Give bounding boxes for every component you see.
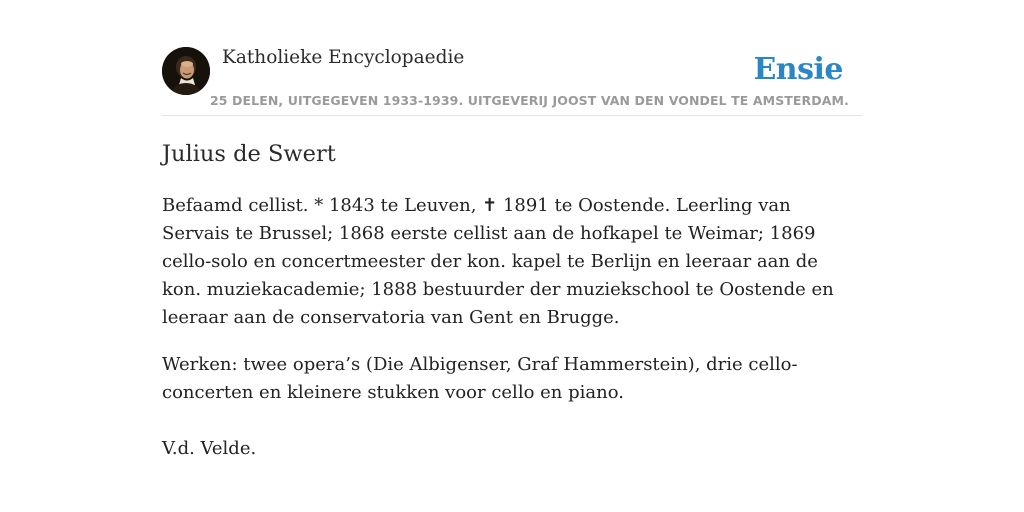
article-title: Julius de Swert	[162, 141, 336, 167]
article-paragraph: Werken: twee opera’s (Die Albigenser, Graf Hammerstein), drie cello-concerten en kleinere stukken voor cello en piano.	[162, 354, 798, 403]
header-divider	[162, 115, 862, 116]
article-author: V.d. Velde.	[162, 438, 257, 459]
brand-logo[interactable]: Ensie	[753, 52, 843, 87]
source-meta: 25 DELEN, UITGEGEVEN 1933-1939. UITGEVERIJ JOOST VAN DEN VONDEL TE AMSTERDAM.	[210, 93, 849, 108]
article-paragraph: Befaamd cellist. * 1843 te Leuven, ✝ 1891 te Oostende. Leerling van Servais te Brussel; 1868 eerste cellist aan de hofkapel te Weimar; 1869 cello-solo en concertmeester der kon. kapel te Berlijn en leeraar aan de kon. muziekacademie; 1888 bestuurder der muziekschool te Oostende en leeraar aan de conservatoria van Gent en Brugge.	[162, 195, 834, 328]
portrait-icon	[162, 47, 210, 95]
source-title[interactable]: Katholieke Encyclopaedie	[222, 47, 465, 68]
article	[162, 138, 862, 463]
portrait-avatar[interactable]	[162, 47, 210, 95]
